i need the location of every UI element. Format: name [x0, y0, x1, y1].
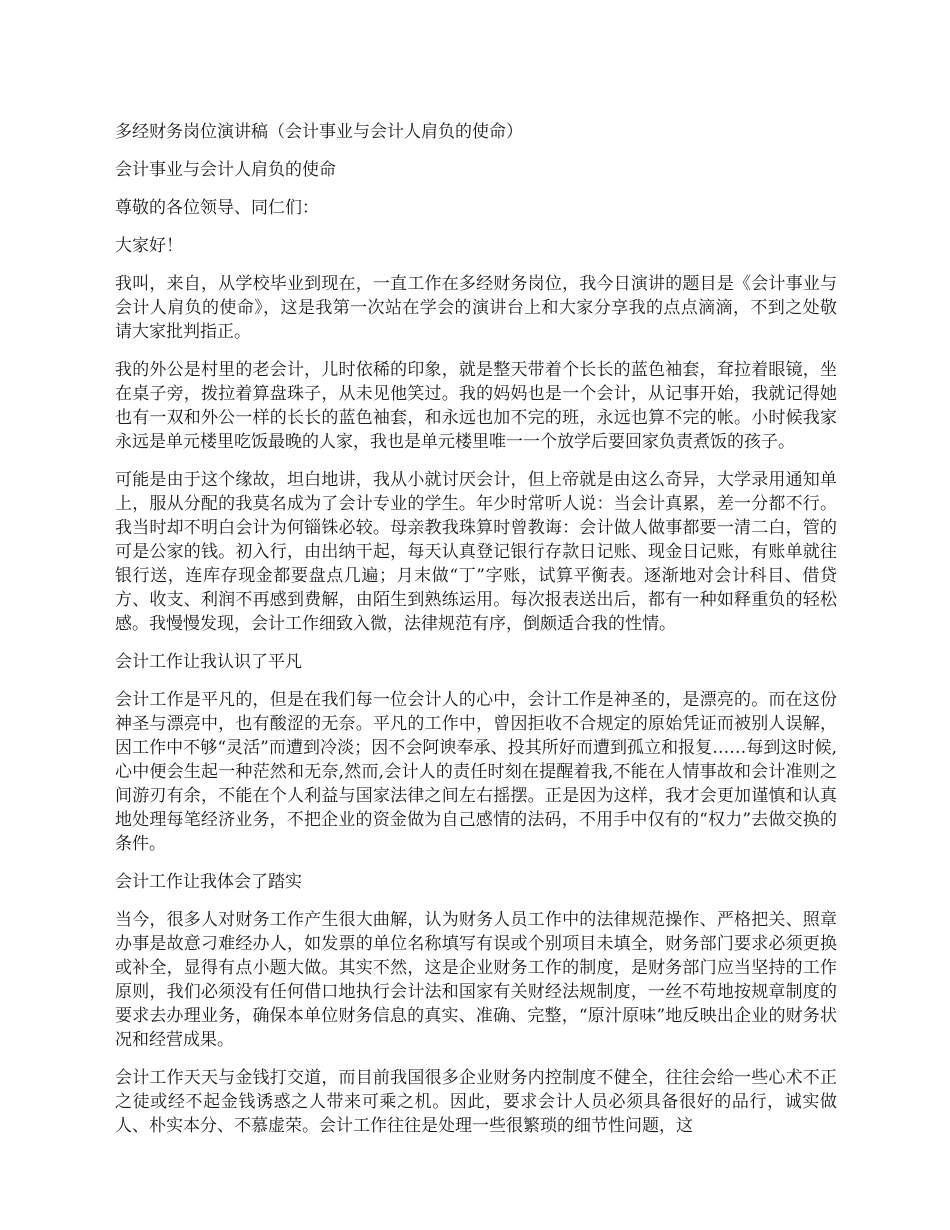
document-title: 多经财务岗位演讲稿（会计事业与会计人肩负的使命） — [115, 122, 523, 142]
paragraph-integrity: 会计工作天天与金钱打交道，而目前我国很多企业财务内控制度不健全，往往会给一些心术不正之徒或经不起金钱诱惑之人带来可乘之机。因此，要求会计人员必须具备很好的品行，诚实做人、朴实本分、不慕虚荣。会计工作往往是处理一些很繁琐的细节性问题，这 — [115, 1068, 837, 1136]
section-heading-steadfast: 会计工作让我体会了踏实 — [115, 872, 302, 892]
greeting: 大家好！ — [115, 236, 183, 256]
salutation: 尊敬的各位领导、同仁们： — [115, 198, 319, 218]
paragraph-career-start: 可能是由于这个缘故，坦白地讲，我从小就讨厌会计，但上帝就是由这么奇异，大学录用通知单上，服从分配的我莫名成为了会计专业的学生。年少时常听人说：当会计真累，差一分都不行。我当时却不明白会计为何锱铢必较。母亲教我珠算时曾教诲：会计做人做事都要一清二白，管的可是公家的钱。初入行，由出纳干起，每天认真登记银行存款日记账、现金日记账，有账单就往银行送，连库存现金都要盘点几遍；月末做“丁”字账，试算平衡表。逐渐地对会计科目、借贷方、收支、利润不再感到费解，由陌生到熟练运用。每次报表送出后，都有一种如释重负的轻松感。我慢慢发现，会计工作细致入微，法律规范有序，倒颇适合我的性情。 — [115, 470, 837, 634]
section-heading-ordinary: 会计工作让我认识了平凡 — [115, 652, 302, 672]
paragraph-intro: 我叫，来自，从学校毕业到现在，一直工作在多经财务岗位，我今日演讲的题目是《会计事业与会计人肩负的使命》，这是我第一次站在学会的演讲台上和大家分享我的点点滴滴，不到之处敬请大家批判指正。 — [115, 274, 837, 342]
paragraph-family: 我的外公是村里的老会计，儿时依稀的印象，就是整天带着个长长的蓝色袖套，耷拉着眼镜，坐在桌子旁，拨拉着算盘珠子，从未见他笑过。我的妈妈也是一个会计，从记事开始，我就记得她也有一双和外公一样的长长的蓝色袖套，和永远也加不完的班，永远也算不完的帐。小时候我家永远是单元楼里吃饭最晚的人家，我也是单元楼里唯一一个放学后要回家负责煮饭的孩子。 — [115, 360, 837, 452]
document-page — [115, 120, 837, 1152]
paragraph-steadfast: 当今，很多人对财务工作产生很大曲解，认为财务人员工作中的法律规范操作、严格把关、照章办事是故意刁难经办人，如发票的单位名称填写有误或个别项目未填全，财务部门要求必须更换或补全，显得有点小题大做。其实不然，这是企业财务工作的制度，是财务部门应当坚持的工作原则，我们必须没有任何借口地执行会计法和国家有关财经法规制度，一丝不苟地按规章制度的要求去办理业务，确保本单位财务信息的真实、准确、完整，“原汁原味”地反映出企业的财务状况和经营成果。 — [115, 910, 837, 1050]
document-subtitle: 会计事业与会计人肩负的使命 — [115, 160, 336, 180]
paragraph-ordinary: 会计工作是平凡的，但是在我们每一位会计人的心中，会计工作是神圣的，是漂亮的。而在这份神圣与漂亮中，也有酸涩的无奈。平凡的工作中，曾因拒收不合规定的原始凭证而被别人误解，因工作中不够“灵活”而遭到冷淡；因不会阿谀奉承、投其所好而遭到孤立和报复……每到这时候,心中便会生起一种茫然和无奈,然而,会计人的责任时刻在提醒着我,不能在人情事故和会计准则之间游刃有余，不能在个人利益与国家法律之间左右摇摆。正是因为这样，我才会更加谨慎和认真地处理每笔经济业务，不把企业的资金做为自己感情的法码，不用手中仅有的“权力”去做交换的条件。 — [115, 690, 837, 854]
